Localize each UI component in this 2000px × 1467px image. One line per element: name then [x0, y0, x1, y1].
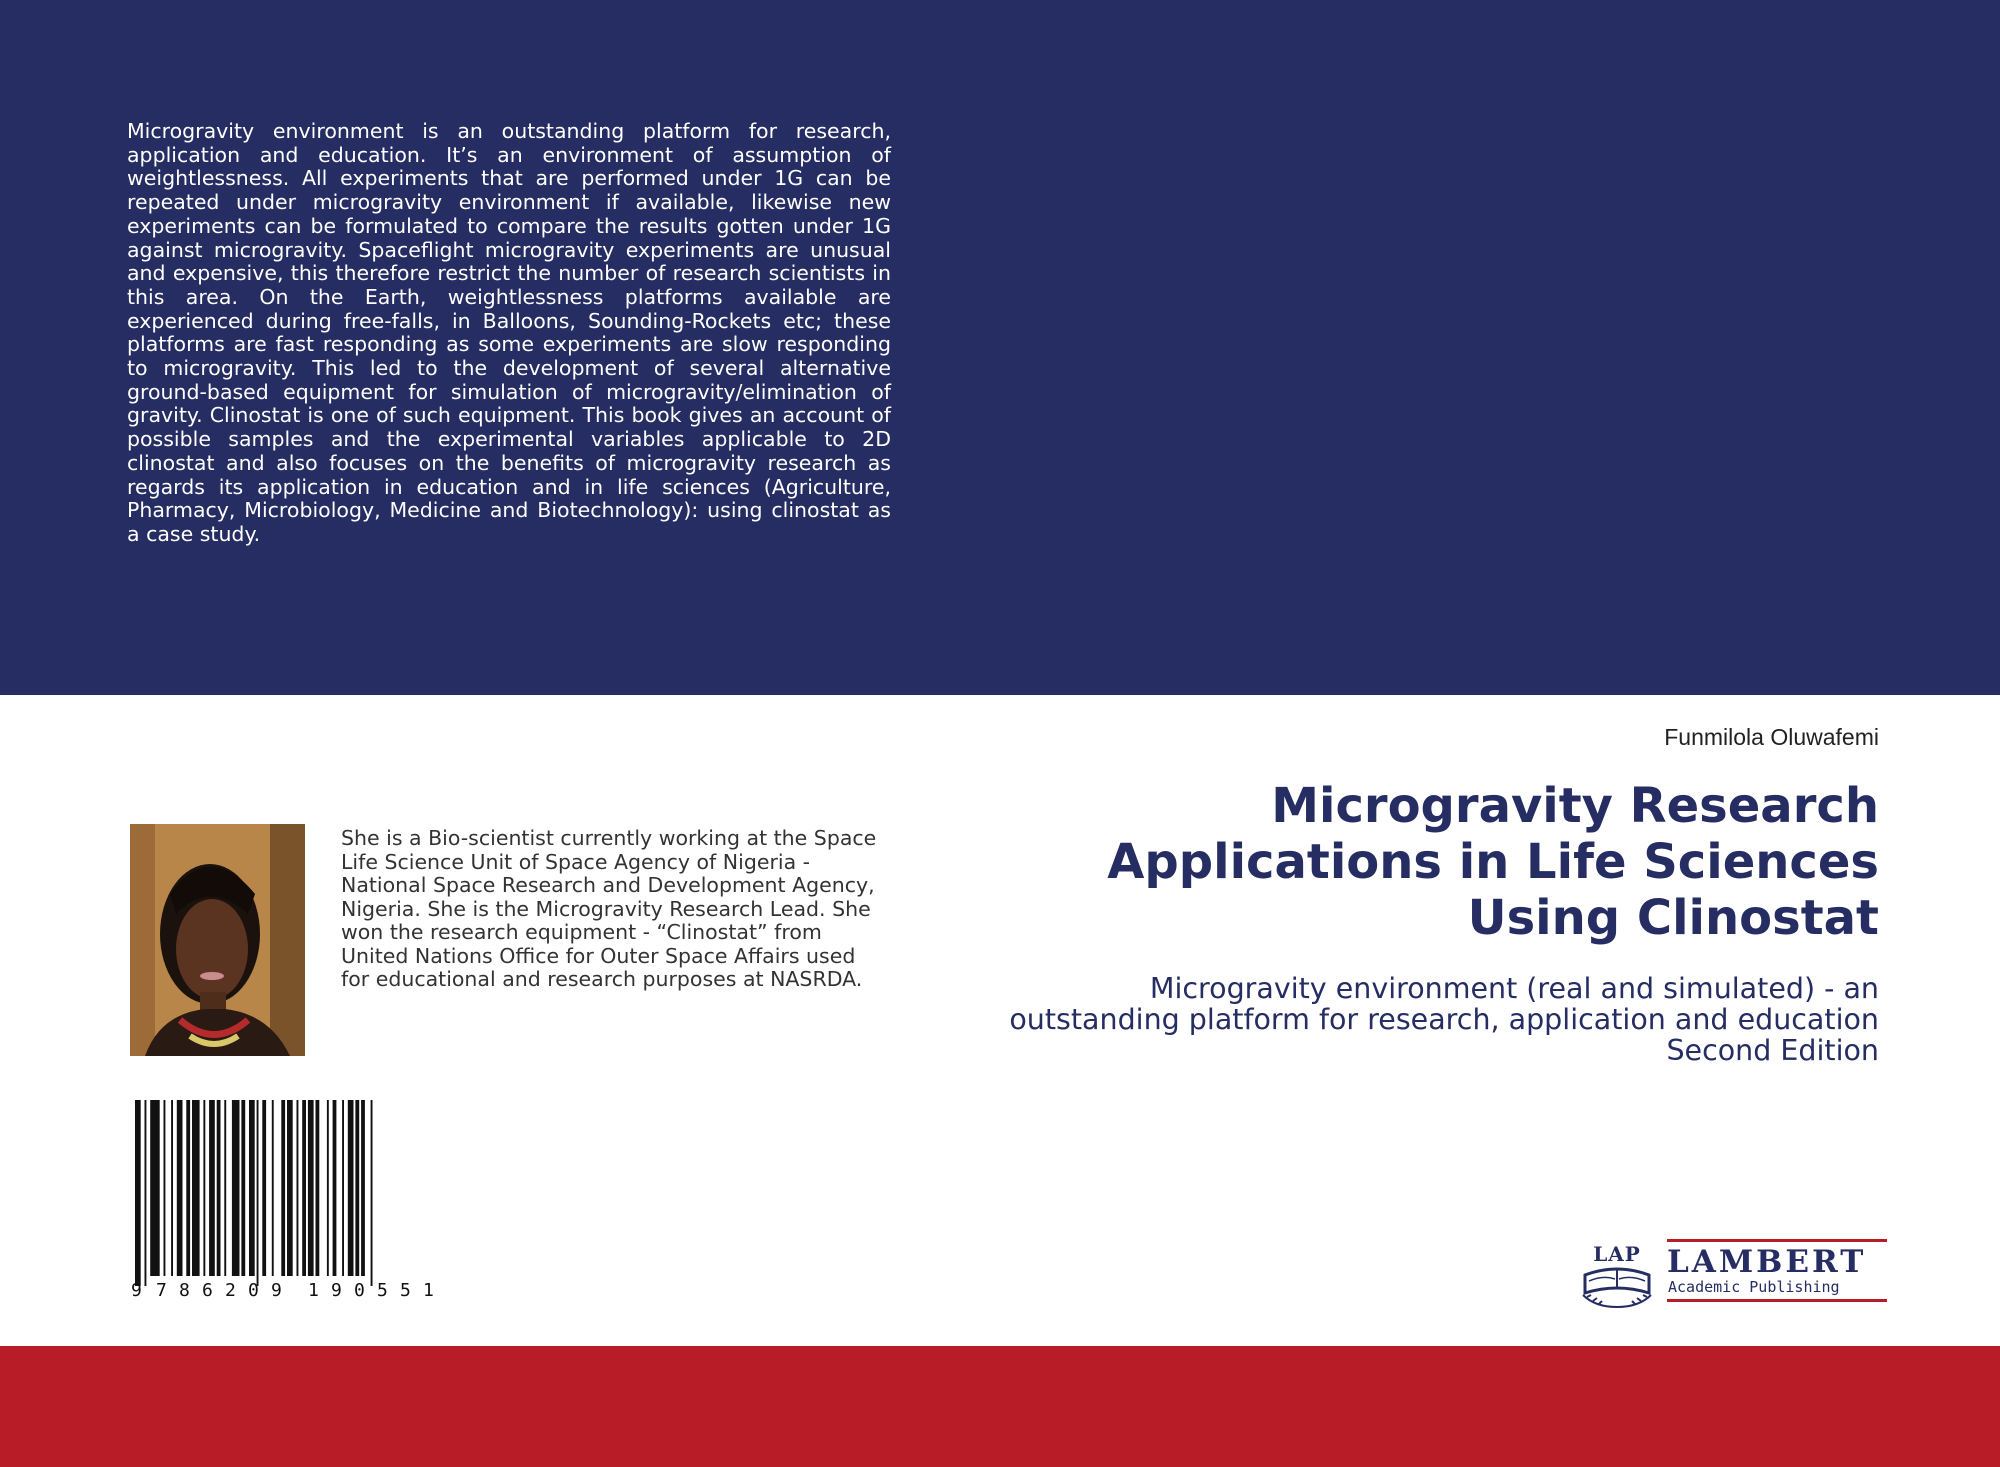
isbn-digit: 0 [354, 1280, 365, 1300]
barcode-bar [241, 1100, 245, 1276]
barcode-bar [371, 1100, 373, 1286]
barcode-bar [302, 1100, 306, 1276]
barcode-bar [171, 1100, 173, 1276]
barcode-bar [145, 1100, 147, 1286]
barcode-bar [249, 1100, 255, 1276]
logo-rule-bottom [1667, 1299, 1887, 1302]
author-bio: She is a Bio-scientist currently working at the Space Life Science Unit of Space Agency of Nigeria - National Space Research and Development Agency, Nigeria. She is the Microgravity Research Lead. She won the research equipment - “Clinostat” from United Nations Office for Outer Space Affairs used for educational and research purposes at NASRDA. [341, 826, 877, 991]
barcode-bar [203, 1100, 205, 1276]
barcode-bar [209, 1100, 215, 1276]
barcode-bar [355, 1100, 359, 1276]
isbn-digit: 6 [202, 1280, 213, 1300]
isbn-digit: 1 [423, 1280, 434, 1300]
isbn-digit: 9 [271, 1280, 282, 1300]
isbn-digit: 9 [331, 1280, 342, 1300]
barcode-bar [308, 1100, 314, 1276]
barcode-bar [135, 1100, 141, 1286]
logo-rule-top [1667, 1239, 1887, 1242]
back-cover-blurb: Microgravity environment is an outstanding platform for research, application and education. It’s an environment of assumption of weightlessness. All experiments that are performed under 1G can be repeated under microgravity environment if available, likewise new experiments can be formulated to compare the results gotten under 1G against microgravity. Spaceflight microgravity experiments are unusual and expensive, this therefore restrict the number of research scientists in this area. On the Earth, weightlessness platforms available are experienced during free-falls, in Balloons, Sounding-Rockets etc; these platforms are fast responding as some experiments are slow responding to microgravity. This led to the development of several alternative ground-based equipment for simulation of microgravity/elimination of gravity. Clinostat is one of such equipment. This book gives an account of possible samples and the experimental variables applicable to 2D clinostat and also focuses on the benefits of microgravity research as regards its application in education and in life sciences (Agriculture, Pharmacy, Microbiology, Medicine and Biotechnology): using clinostat as a case study. [127, 119, 891, 546]
barcode-bar [272, 1100, 274, 1276]
publisher-name: LAMBERT [1667, 1244, 1867, 1280]
publisher-logo [1575, 1235, 1890, 1310]
isbn-digit: 9 [131, 1280, 142, 1300]
barcode-bar [327, 1100, 329, 1276]
barcode-bar [262, 1100, 266, 1276]
book-subtitle: Microgravity environment (real and simulated) - an outstanding platform for research, application and education Second Edition [1009, 972, 1879, 1067]
lap-emblem [1575, 1235, 1660, 1310]
isbn-digit: 5 [400, 1280, 411, 1300]
barcode-bar [342, 1100, 344, 1276]
barcode-bar [287, 1100, 293, 1276]
author-name: Funmilola Oluwafemi [1664, 724, 1879, 750]
publisher-tagline: Academic Publishing [1668, 1278, 1840, 1296]
book-title: Microgravity Research Applications in Life Sciences Using Clinostat [1107, 778, 1879, 946]
bottom-red-band [0, 1346, 2000, 1467]
barcode-bar [257, 1100, 259, 1286]
barcode-bar [177, 1100, 183, 1276]
barcode-bar [186, 1100, 190, 1276]
barcode-bar [348, 1100, 354, 1276]
barcode-bar [232, 1100, 240, 1276]
barcode-bar [192, 1100, 200, 1276]
barcode-bar [164, 1100, 166, 1276]
barcode-bar [281, 1100, 285, 1276]
lap-emblem-text: LAP [1593, 1242, 1641, 1266]
barcode-bar [316, 1100, 320, 1276]
barcode-bar [297, 1100, 299, 1276]
isbn-digit: 1 [308, 1280, 319, 1300]
isbn-digit: 5 [377, 1280, 388, 1300]
isbn-barcode [127, 1100, 457, 1300]
barcode-bar [361, 1100, 365, 1276]
barcode-bars [135, 1100, 373, 1286]
barcode-bar [217, 1100, 221, 1276]
author-photo [130, 824, 305, 1056]
isbn-digit: 7 [156, 1280, 167, 1300]
isbn-digit: 2 [225, 1280, 236, 1300]
isbn-digit: 8 [179, 1280, 190, 1300]
barcode-bar [150, 1100, 160, 1276]
barcode-bar [333, 1100, 337, 1276]
barcode-bar [224, 1100, 226, 1276]
isbn-digit: 0 [248, 1280, 259, 1300]
